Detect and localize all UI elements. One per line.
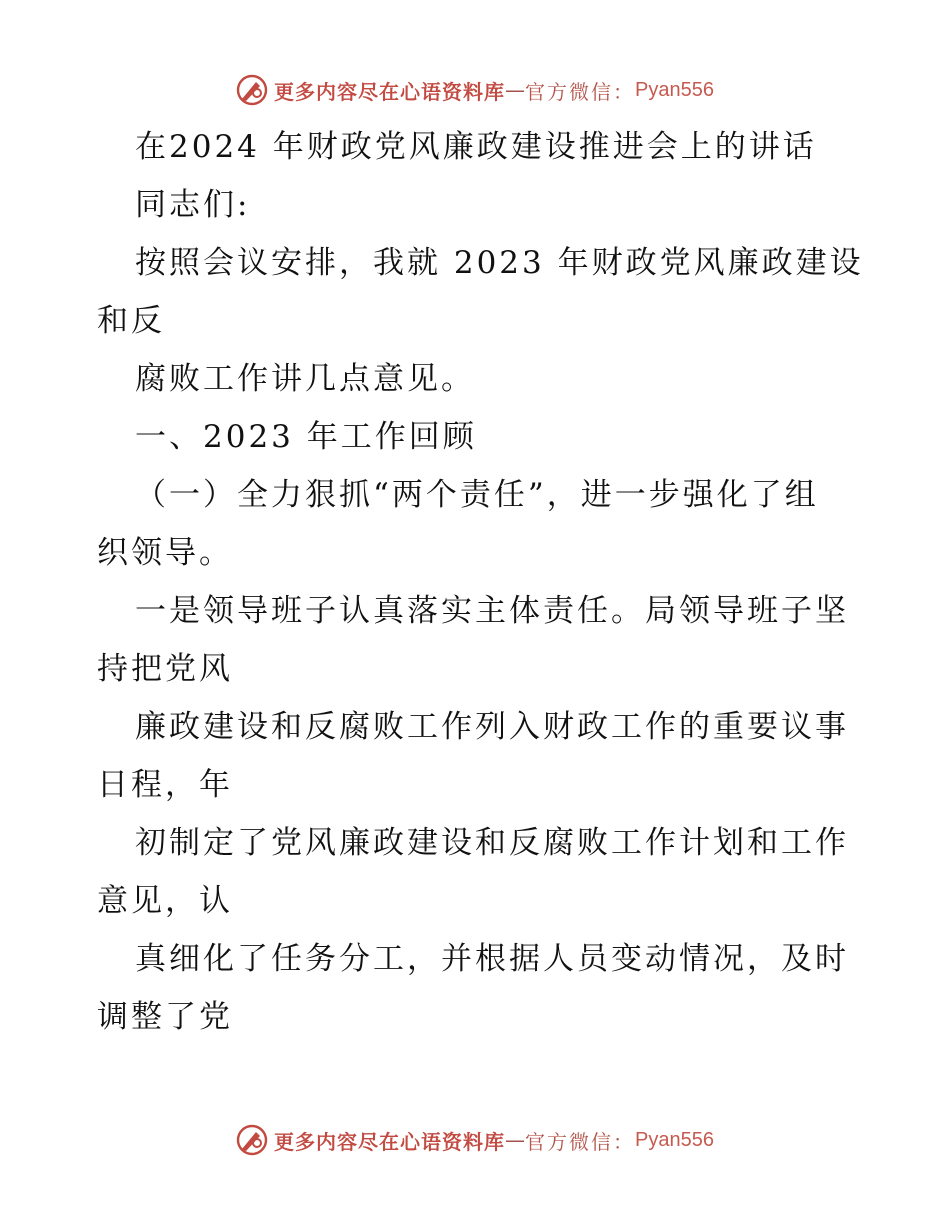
banner-separator: — xyxy=(505,78,526,102)
paragraph-line: 织领导。 xyxy=(97,535,233,571)
paragraph-line: 和反 xyxy=(97,303,165,339)
paragraph-line: 廉政建设和反腐败工作列入财政工作的重要议事 xyxy=(135,709,849,745)
section-heading: 一、2023 年工作回顾 xyxy=(135,419,477,455)
salutation: 同志们: xyxy=(135,187,251,223)
banner-wechat-label: 官方微信： xyxy=(525,1129,636,1154)
banner-main-text: 更多内容尽在心语资料库 xyxy=(274,79,506,104)
subsection-heading: （一）全力狠抓“两个责任”，进一步强化了组 xyxy=(135,477,819,513)
banner-separator: — xyxy=(505,1128,526,1152)
paragraph-line: 腐败工作讲几点意见。 xyxy=(135,361,475,397)
paragraph-line: 日程，年 xyxy=(97,767,233,803)
paragraph-line: 持把党风 xyxy=(97,651,233,687)
paragraph-line: 调整了党 xyxy=(97,999,233,1035)
paragraph-line: 真细化了任务分工，并根据人员变动情况，及时 xyxy=(135,941,849,977)
banner-wechat-label: 官方微信： xyxy=(525,79,636,104)
paragraph-line: 初制定了党风廉政建设和反腐败工作计划和工作 xyxy=(135,825,849,861)
document-title: 在2024 年财政党风廉政建设推进会上的讲话 xyxy=(135,129,817,165)
pen-logo-icon xyxy=(236,1124,268,1156)
footer-banner xyxy=(0,1120,950,1160)
document-body xyxy=(97,118,864,1046)
pen-logo-icon xyxy=(236,74,268,106)
header-banner xyxy=(0,70,950,110)
banner-main-text: 更多内容尽在心语资料库 xyxy=(274,1129,506,1154)
banner-wechat-id: Pyan556 xyxy=(635,78,714,101)
paragraph-line: 意见，认 xyxy=(97,883,233,919)
paragraph-line: 按照会议安排，我就 2023 年财政党风廉政建设 xyxy=(135,245,864,281)
paragraph-line: 一是领导班子认真落实主体责任。局领导班子坚 xyxy=(135,593,849,629)
banner-wechat-id: Pyan556 xyxy=(635,1128,714,1151)
